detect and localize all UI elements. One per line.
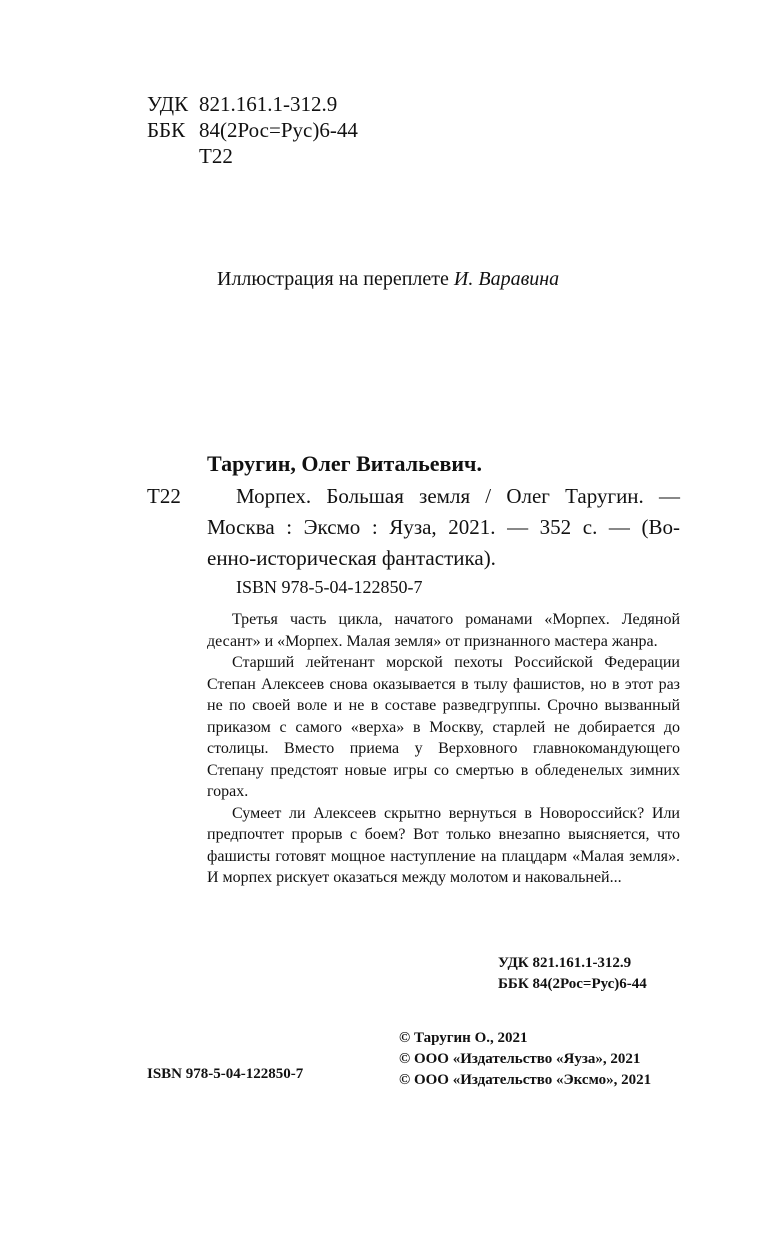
copyright-author: © Таругин О., 2021 — [399, 1030, 528, 1046]
annotation-paragraph: Старший лейтенант морской пехоты Российской Федерации Степан Алексеев снова оказывается в тылу фашистов, но в этот раз не по своей воле и не в составе разведгруппы. Срочно вызванный приказом с самого «верха» в Москву, старлей не добирается до столицы. Вместо приема у Верховного главнокомандующего Степану предстоят новые игры со смертью в обледенелых зимних горах. — [207, 654, 680, 800]
annotation-paragraph: Третья часть цикла, начатого романами «Морпех. Ледяной десант» и «Морпех. Малая земля» от признанного мастера жанра. — [207, 611, 680, 650]
copyright-eksmo: © ООО «Издательство «Эксмо», 2021 — [399, 1072, 652, 1088]
isbn-line: ISBN 978-5-04-122850-7 — [236, 577, 423, 597]
biblio-line-3: енно-историческая фантастика). — [207, 546, 496, 570]
author-mark: Т22 — [199, 144, 233, 168]
copyright-block — [399, 1028, 651, 1091]
footer-isbn: ISBN 978-5-04-122850-7 — [147, 1066, 304, 1082]
bottom-bbk: ББК 84(2Рос=Рус)6-44 — [498, 976, 647, 992]
bibliographic-mark: Т22 — [147, 484, 181, 508]
udk-label: УДК — [147, 92, 189, 116]
author-mark-line — [147, 143, 358, 169]
annotation — [207, 609, 680, 889]
bottom-udk: УДК 821.161.1-312.9 — [498, 955, 632, 971]
annotation-paragraph: Сумеет ли Алексеев скрытно вернуться в Новороссийск? Или предпочтет прорыв с боем? Вот только внезапно выясняется, что фашисты готовят мощное наступление на плацдарм «Малая земля». И морпех рискует оказаться между молотом и наковальней... — [207, 804, 680, 886]
illustration-artist: И. Варавина — [453, 268, 560, 290]
udk-line — [147, 91, 358, 117]
author-heading: Таругин, Олег Витальевич. — [207, 451, 482, 476]
illustration-credit — [217, 268, 559, 291]
biblio-line-2: Москва : Эксмо : Яуза, 2021. — 352 с. — (Во- — [207, 515, 680, 539]
udk-value: 821.161.1-312.9 — [199, 92, 338, 116]
bbk-line — [147, 117, 358, 143]
bottom-codes — [498, 953, 647, 995]
bbk-label: ББК — [147, 118, 186, 142]
biblio-line-1: Морпех. Большая земля / Олег Таругин. — — [236, 484, 680, 508]
bibliographic-description — [207, 481, 680, 574]
illustration-prefix: Иллюстрация на переплете — [217, 268, 454, 290]
copyright-yauza: © ООО «Издательство «Яуза», 2021 — [399, 1051, 641, 1067]
classification-block — [147, 91, 358, 169]
bbk-value: 84(2Рос=Рус)6-44 — [199, 118, 358, 142]
